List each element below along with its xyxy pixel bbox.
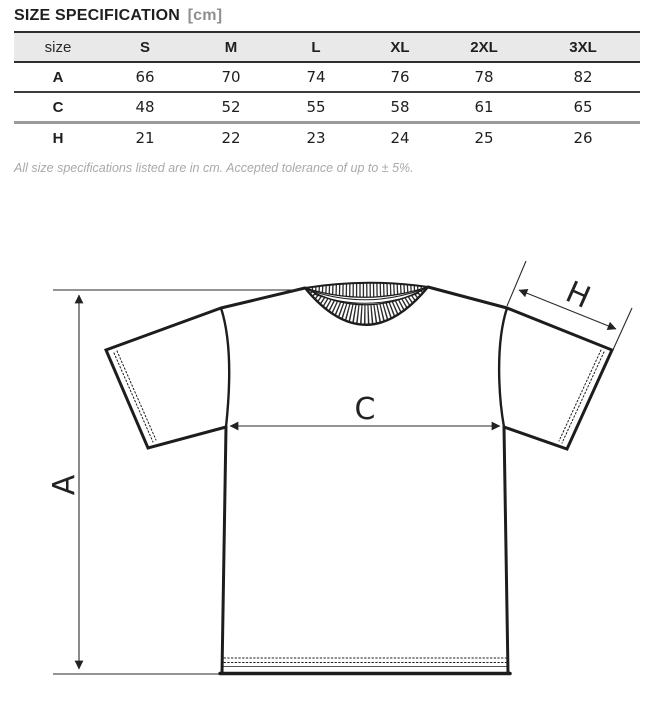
body-left-edge xyxy=(222,427,226,673)
cell-a-3xl: 82 xyxy=(573,67,593,86)
cell-c-2xl: 61 xyxy=(474,97,494,116)
cell-h-xl: 24 xyxy=(390,128,410,147)
header-cell-l: L xyxy=(311,38,321,56)
cell-h-s: 21 xyxy=(135,128,155,147)
cell-c-3xl: 65 xyxy=(573,97,593,116)
right-armhole-seam xyxy=(499,308,507,427)
row-label-a: A xyxy=(52,68,64,86)
cell-c-m: 52 xyxy=(221,97,241,116)
ribbed-collar xyxy=(305,283,428,325)
left-cuff-stitch-1 xyxy=(114,353,153,442)
left-shoulder-seam xyxy=(221,288,305,308)
cell-a-m: 70 xyxy=(221,67,241,86)
tshirt-measurement-diagram xyxy=(0,237,653,709)
header-cell-xl: XL xyxy=(390,38,410,56)
body-right-edge xyxy=(504,427,508,673)
cell-h-2xl: 25 xyxy=(474,128,494,147)
collar-back-ribbing xyxy=(305,287,428,290)
dim-label-a: A xyxy=(47,474,82,496)
cell-h-3xl: 26 xyxy=(573,128,593,147)
title-unit-cm: [cm] xyxy=(187,7,223,24)
cell-c-xl: 58 xyxy=(390,97,410,116)
table-row-c xyxy=(14,92,640,123)
header-cell-3xl: 3XL xyxy=(569,38,597,56)
cell-c-l: 55 xyxy=(306,97,326,116)
row-label-c: C xyxy=(52,98,64,116)
dim-label-h: H xyxy=(560,274,596,316)
table-row-a xyxy=(14,62,640,92)
dim-h-extension-shoulder xyxy=(507,261,526,306)
dim-h-extension-cuff xyxy=(612,308,632,352)
tolerance-note: All size specifications listed are in cm. Accepted tolerance of up to ± 5%. xyxy=(14,161,414,175)
cell-c-s: 48 xyxy=(135,97,155,116)
page-title xyxy=(14,7,653,25)
row-label-h: H xyxy=(52,129,64,147)
size-table-header-row xyxy=(14,32,640,62)
cell-a-s: 66 xyxy=(135,67,155,86)
cell-h-l: 23 xyxy=(306,128,326,147)
cell-a-l: 74 xyxy=(306,67,326,86)
cell-a-2xl: 78 xyxy=(474,67,494,86)
header-cell-size: size xyxy=(44,38,72,56)
dim-label-c: C xyxy=(354,392,376,427)
header-cell-2xl: 2XL xyxy=(470,38,498,56)
left-armhole-seam xyxy=(221,308,229,427)
table-row-h xyxy=(14,123,640,153)
right-sleeve xyxy=(504,308,612,449)
tshirt-outline xyxy=(106,287,612,674)
size-table xyxy=(14,31,640,152)
title-text: SIZE SPECIFICATION xyxy=(14,7,180,24)
header-cell-s: S xyxy=(139,38,150,56)
right-shoulder-seam xyxy=(428,287,507,308)
cell-a-xl: 76 xyxy=(390,67,410,86)
right-cuff-stitch-1 xyxy=(562,352,604,443)
header-cell-m: M xyxy=(224,38,238,56)
right-cuff-stitch-2 xyxy=(559,350,601,441)
cell-h-m: 22 xyxy=(221,128,241,147)
left-sleeve xyxy=(106,308,226,448)
left-cuff-stitch-2 xyxy=(117,351,156,440)
